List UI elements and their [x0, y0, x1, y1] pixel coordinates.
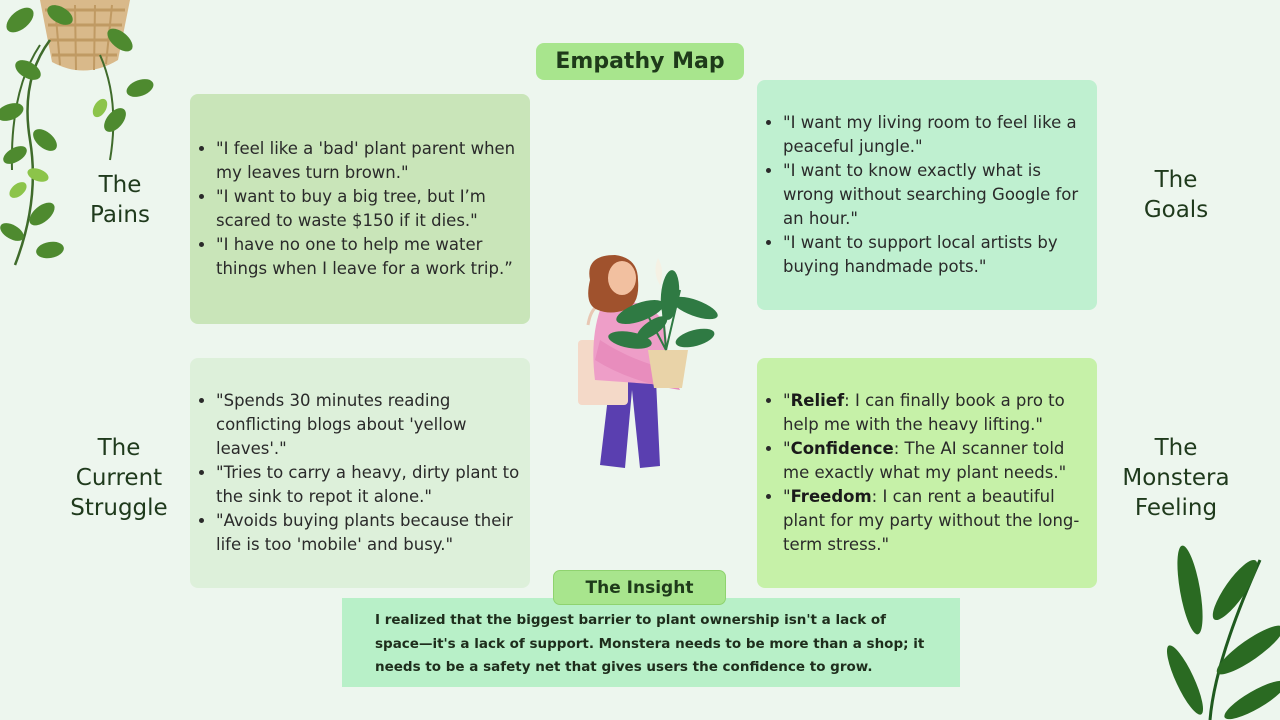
pains-card: [190, 94, 530, 324]
leafy-branch-icon: [1160, 540, 1280, 720]
hanging-plant-icon: [0, 0, 170, 280]
list-item: • "I have no one to help me water things when I leave for a work trip.”: [216, 233, 522, 281]
feeling-text: : The AI scanner told me exactly what my plant needs.": [783, 439, 1067, 482]
feeling-card: [757, 358, 1097, 588]
feeling-keyword: Freedom: [790, 487, 872, 506]
list-item: • "Spends 30 minutes reading conflicting blogs about 'yellow leaves'.": [216, 389, 522, 461]
list-item: • "Confidence: The AI scanner told me exactly what my plant needs.": [783, 437, 1089, 485]
struggle-list: [216, 389, 522, 557]
feeling-keyword: Confidence: [790, 439, 894, 458]
struggle-label: The Current Struggle: [70, 435, 168, 521]
pains-list: [216, 137, 522, 281]
goals-list: [783, 111, 1089, 279]
list-item: • "I feel like a 'bad' plant parent when my leaves turn brown.": [216, 137, 522, 185]
goals-label: The Goals: [1143, 167, 1209, 223]
list-item: • "I want to buy a big tree, but I’m scared to waste $150 if it dies.": [216, 185, 522, 233]
feeling-keyword: Relief: [790, 391, 845, 410]
feeling-text: : I can rent a beautiful plant for my party without the long-term stress.": [783, 487, 1080, 554]
pains-label: The Pains: [90, 172, 150, 228]
list-item: • "I want to know exactly what is wrong without searching Google for an hour.": [783, 159, 1089, 231]
list-item: • "I want to support local artists by buying handmade pots.": [783, 231, 1089, 279]
feeling-text: : I can finally book a pro to help me with the heavy lifting.": [783, 391, 1065, 434]
goals-card: [757, 80, 1097, 310]
list-item: • "Tries to carry a heavy, dirty plant to the sink to repot it alone.": [216, 461, 522, 509]
page-title: Empathy Map: [536, 43, 744, 80]
insight-text: I realized that the biggest barrier to plant ownership isn't a lack of space—it's a lack of support. Monstera needs to be more than a shop; it needs to be a safety net that gives users the confidence to grow.: [342, 598, 960, 687]
struggle-card: [190, 358, 530, 588]
woman-holding-plant-icon: [570, 250, 720, 475]
list-item: • "I want my living room to feel like a peaceful jungle.": [783, 111, 1089, 159]
list-item: • "Relief: I can finally book a pro to help me with the heavy lifting.": [783, 389, 1089, 437]
feeling-list: [783, 389, 1089, 557]
insight-heading: The Insight: [553, 570, 726, 605]
list-item: • "Avoids buying plants because their life is too 'mobile' and busy.": [216, 509, 522, 557]
feeling-label: The Monstera Feeling: [1122, 435, 1230, 521]
list-item: • "Freedom: I can rent a beautiful plant for my party without the long-term stress.": [783, 485, 1089, 557]
